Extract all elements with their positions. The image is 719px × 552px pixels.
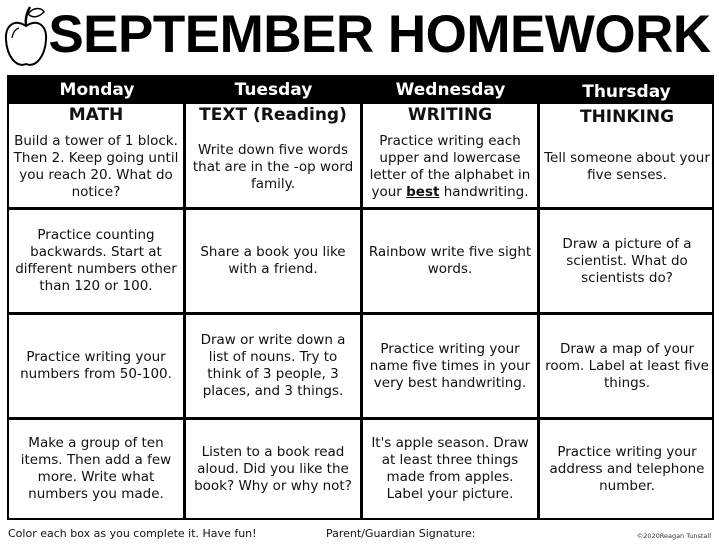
task-cell: It's apple season. Draw at least three things made from apples. Label your picture. (371, 435, 529, 502)
task-cell: Practice writing each upper and lowercase letter of the alphabet in your best handwriting. (369, 133, 531, 200)
day-wednesday: Wednesday (395, 80, 506, 100)
subject-thinking: THINKING (579, 107, 675, 127)
task-cell: Share a book you like with a friend. (200, 244, 346, 277)
task-cell: Make a group of ten items. Then add a few more. Write what numbers you made. (20, 435, 172, 502)
best-emphasis: best (406, 184, 440, 200)
signature-label: Parent/Guardian Signature: (326, 527, 476, 540)
task-cell: Rainbow write five sight words. (368, 244, 532, 277)
homework-grid (7, 75, 714, 520)
task-cell: Practice writing your address and telephone number. (549, 443, 705, 494)
subject-writing: WRITING (407, 105, 493, 125)
subject-math: MATH (68, 105, 124, 125)
task-cell: Build a tower of 1 block. Then 2. Keep going until you reach 20. What do notice? (13, 133, 179, 200)
task-cell: Practice counting backwards. Start at different numbers other than 120 or 100. (15, 227, 177, 294)
task-cell: Draw a map of your room. Label at least five things. (545, 340, 709, 391)
task-cell: Listen to a book read aloud. Did you like the book? Why or why not? (194, 443, 352, 494)
task-cell: Practice writing your numbers from 50-100. (20, 349, 172, 382)
task-cell: Draw or write down a list of nouns. Try to think of 3 people, 3 places, and 3 things. (200, 332, 346, 399)
day-monday: Monday (59, 80, 135, 100)
copyright: ©2020Reagan Tunstall (636, 532, 711, 540)
task-cell: Draw a picture of a scientist. What do scientists do? (562, 235, 692, 286)
page-title: SEPTEMBER HOMEWORK (48, 5, 711, 64)
subject-reading: TEXT (Reading) (199, 105, 347, 125)
task-cell: Write down five words that are in the -op word family. (192, 141, 354, 192)
day-thursday: Thursday (582, 82, 671, 102)
footer-instructions: Color each box as you complete it. Have fun! (8, 527, 257, 540)
day-tuesday: Tuesday (234, 80, 313, 100)
task-cell: Practice writing your name five times in your very best handwriting. (369, 340, 531, 391)
task-cell: Tell someone about your five senses. (544, 150, 710, 183)
day-header-row (9, 77, 712, 104)
